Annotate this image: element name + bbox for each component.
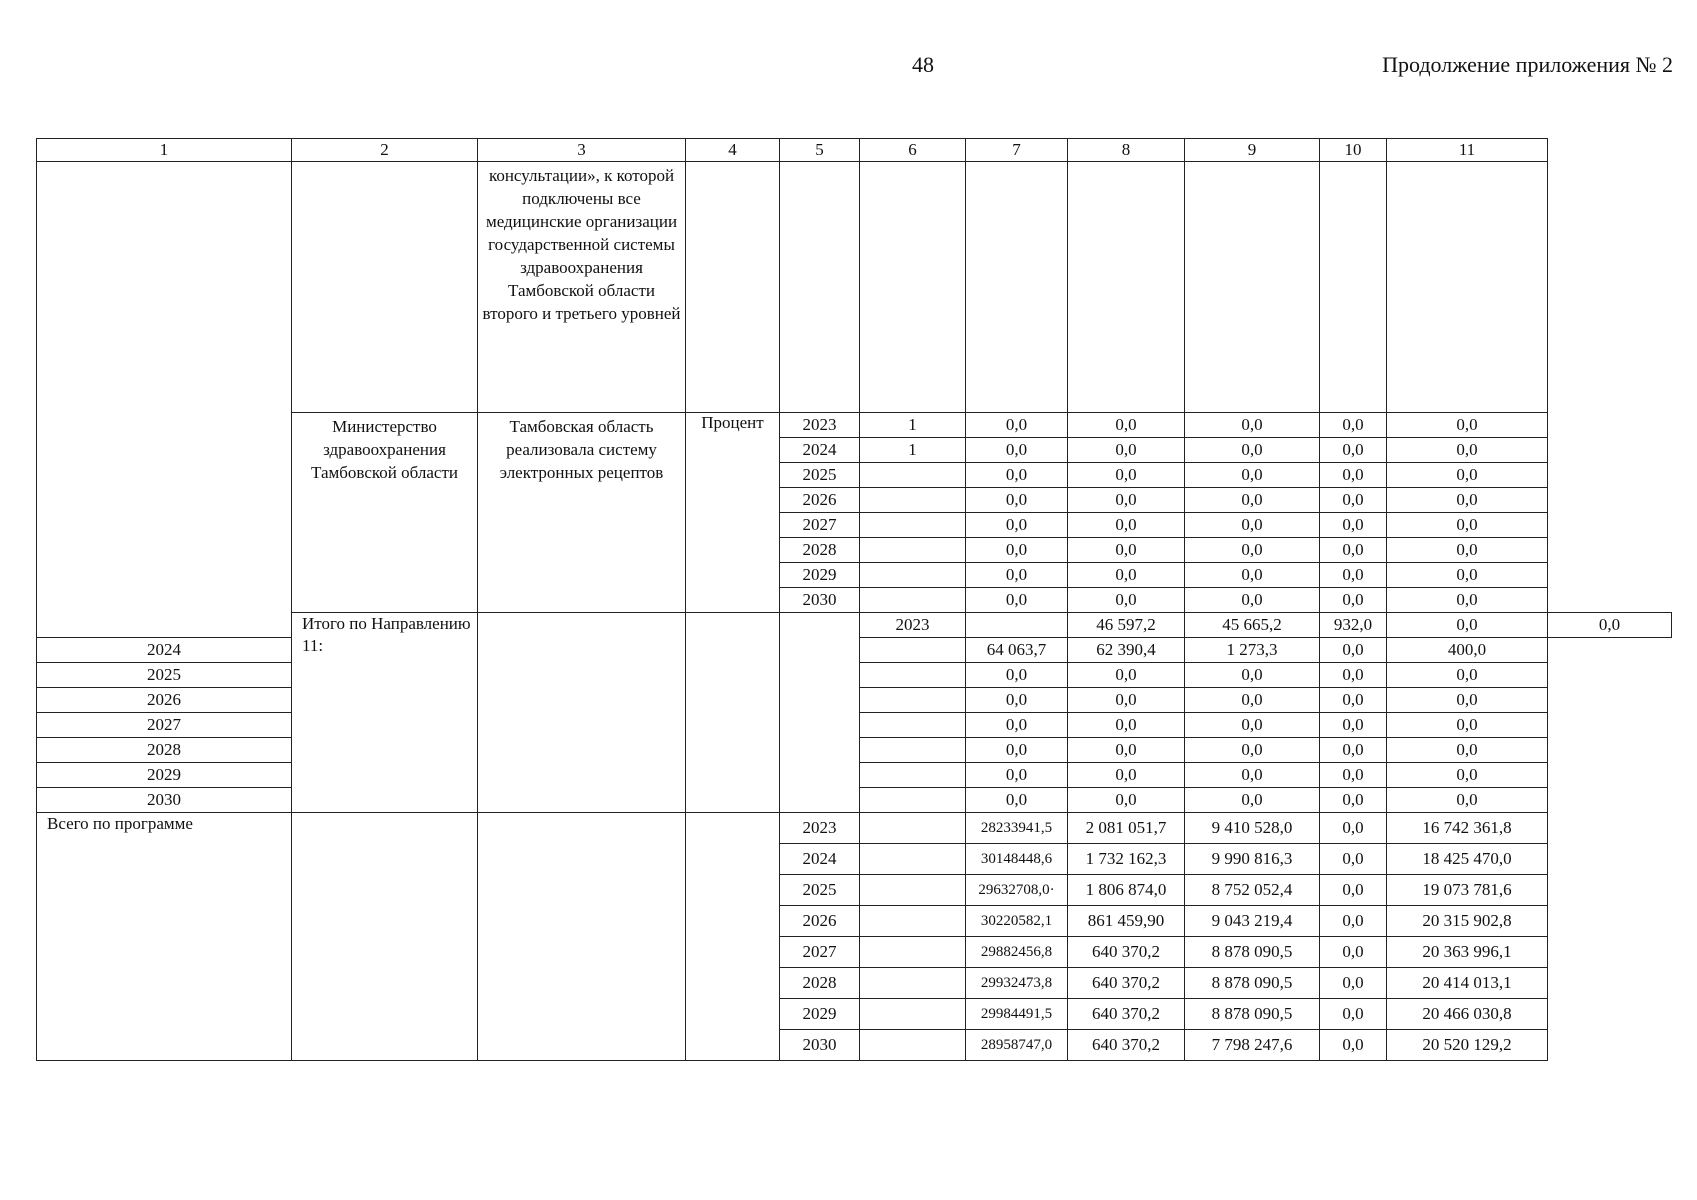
amount-cell: 7 798 247,6 [1185, 1030, 1320, 1061]
amount-cell: 0,0 [1185, 563, 1320, 588]
empty-cell [860, 638, 966, 663]
amount-cell: 0,0 [1320, 688, 1387, 713]
column-header: 6 [860, 139, 966, 162]
amount-cell: 1 732 162,3 [1068, 844, 1185, 875]
amount-cell: 0,0 [1387, 538, 1548, 563]
empty-cell [860, 906, 966, 937]
amount-cell: 0,0 [966, 788, 1068, 813]
amount-cell: 0,0 [1320, 638, 1387, 663]
amount-cell: 640 370,2 [1068, 937, 1185, 968]
amount-cell: 0,0 [1185, 738, 1320, 763]
amount-cell: 0,0 [1320, 413, 1387, 438]
amount-cell: 8 878 090,5 [1185, 937, 1320, 968]
empty-cell [860, 968, 966, 999]
amount-cell: 64 063,7 [966, 638, 1068, 663]
appendix-continuation-note: Продолжение приложения № 2 [1382, 52, 1673, 77]
column-header: 7 [966, 139, 1068, 162]
empty-cell [37, 162, 292, 638]
amount-cell: 0,0 [1185, 538, 1320, 563]
empty-cell [860, 788, 966, 813]
empty-cell [966, 162, 1068, 413]
continuation-text-cell: консультации», к которой подключены все медицинские организации государственной системы здравоохранения Тамбовской области второго и третьего уровней [478, 162, 686, 413]
amount-cell: 0,0 [1068, 688, 1185, 713]
empty-cell [860, 162, 966, 413]
amount-cell: 9 990 816,3 [1185, 844, 1320, 875]
year-cell: 2028 [780, 968, 860, 999]
table-row [37, 813, 1672, 844]
empty-cell [860, 937, 966, 968]
indicator-value-cell [860, 488, 966, 513]
year-cell: 2026 [37, 688, 292, 713]
amount-cell: 0,0 [1387, 738, 1548, 763]
financing-table [36, 138, 1672, 1061]
indicator-value-cell [860, 513, 966, 538]
amount-cell: 1 273,3 [1185, 638, 1320, 663]
empty-cell [860, 763, 966, 788]
amount-cell: 0,0 [1387, 763, 1548, 788]
year-cell: 2029 [780, 563, 860, 588]
empty-cell [860, 1030, 966, 1061]
empty-cell [686, 162, 780, 413]
amount-cell: 0,0 [1387, 438, 1548, 463]
column-header: 1 [37, 139, 292, 162]
year-cell: 2025 [37, 663, 292, 688]
amount-cell: 0,0 [966, 563, 1068, 588]
amount-cell: 0,0 [1320, 844, 1387, 875]
indicator-value-cell [860, 463, 966, 488]
year-cell: 2027 [37, 713, 292, 738]
amount-cell: 0,0 [1320, 968, 1387, 999]
year-cell: 2029 [37, 763, 292, 788]
year-cell: 2023 [860, 613, 966, 638]
amount-cell: 0,0 [1068, 763, 1185, 788]
year-cell: 2027 [780, 513, 860, 538]
amount-cell: 0,0 [1068, 438, 1185, 463]
amount-cell: 0,0 [966, 488, 1068, 513]
column-header: 9 [1185, 139, 1320, 162]
data-table-container [36, 138, 1672, 1061]
amount-cell: 45 665,2 [1185, 613, 1320, 638]
amount-cell: 0,0 [1068, 788, 1185, 813]
column-header: 2 [292, 139, 478, 162]
amount-cell: 20 466 030,8 [1387, 999, 1548, 1030]
amount-cell: 28958747,0 [966, 1030, 1068, 1061]
amount-cell: 30148448,6 [966, 844, 1068, 875]
amount-cell: 0,0 [1387, 463, 1548, 488]
amount-cell: 29632708,0· [966, 875, 1068, 906]
year-cell: 2024 [780, 844, 860, 875]
amount-cell: 0,0 [1548, 613, 1672, 638]
amount-cell: 0,0 [1320, 463, 1387, 488]
amount-cell: 9 043 219,4 [1185, 906, 1320, 937]
year-cell: 2025 [780, 875, 860, 906]
year-cell: 2027 [780, 937, 860, 968]
amount-cell: 0,0 [1320, 663, 1387, 688]
amount-cell: 0,0 [1320, 875, 1387, 906]
empty-cell [860, 688, 966, 713]
amount-cell: 0,0 [1320, 813, 1387, 844]
amount-cell: 8 878 090,5 [1185, 999, 1320, 1030]
column-header: 5 [780, 139, 860, 162]
year-cell: 2024 [37, 638, 292, 663]
amount-cell: 20 520 129,2 [1387, 1030, 1548, 1061]
year-cell: 2026 [780, 906, 860, 937]
indicator-value-cell [860, 563, 966, 588]
amount-cell: 0,0 [966, 713, 1068, 738]
amount-cell: 0,0 [1387, 488, 1548, 513]
amount-cell: 0,0 [966, 663, 1068, 688]
year-cell: 2030 [780, 1030, 860, 1061]
amount-cell: 0,0 [1387, 413, 1548, 438]
year-cell: 2030 [780, 588, 860, 613]
empty-cell [780, 613, 860, 813]
amount-cell: 0,0 [1068, 563, 1185, 588]
indicator-value-cell: 1 [860, 438, 966, 463]
column-header: 10 [1320, 139, 1387, 162]
unit-cell: Процент [686, 413, 780, 613]
amount-cell: 0,0 [966, 538, 1068, 563]
amount-cell: 0,0 [966, 763, 1068, 788]
amount-cell: 0,0 [966, 463, 1068, 488]
amount-cell: 640 370,2 [1068, 968, 1185, 999]
amount-cell: 0,0 [1387, 688, 1548, 713]
empty-cell [860, 663, 966, 688]
empty-cell [860, 738, 966, 763]
year-cell: 2025 [780, 463, 860, 488]
year-cell: 2028 [780, 538, 860, 563]
amount-cell: 0,0 [1185, 663, 1320, 688]
amount-cell: 46 597,2 [1068, 613, 1185, 638]
amount-cell: 0,0 [966, 513, 1068, 538]
year-cell: 2029 [780, 999, 860, 1030]
page-number: 48 [912, 52, 934, 77]
empty-cell [1387, 162, 1548, 413]
result-cell: Тамбовская область реализовала систему электронных рецептов [478, 413, 686, 613]
amount-cell: 0,0 [1320, 788, 1387, 813]
indicator-value-cell [860, 538, 966, 563]
empty-cell [478, 813, 686, 1061]
amount-cell: 0,0 [1068, 538, 1185, 563]
empty-cell [860, 875, 966, 906]
amount-cell: 0,0 [1320, 1030, 1387, 1061]
amount-cell: 0,0 [1185, 488, 1320, 513]
amount-cell: 0,0 [1320, 713, 1387, 738]
column-header: 4 [686, 139, 780, 162]
amount-cell: 0,0 [1387, 663, 1548, 688]
amount-cell: 0,0 [1320, 513, 1387, 538]
indicator-value-cell [860, 588, 966, 613]
amount-cell: 28233941,5 [966, 813, 1068, 844]
amount-cell: 0,0 [1068, 513, 1185, 538]
amount-cell: 0,0 [966, 438, 1068, 463]
amount-cell: 8 878 090,5 [1185, 968, 1320, 999]
empty-cell [1320, 162, 1387, 413]
column-header: 11 [1387, 139, 1548, 162]
amount-cell: 0,0 [966, 688, 1068, 713]
executor-cell: Министерство здравоохранения Тамбовской области [292, 413, 478, 613]
empty-cell [478, 613, 686, 813]
year-cell: 2024 [780, 438, 860, 463]
amount-cell: 2 081 051,7 [1068, 813, 1185, 844]
empty-cell [1068, 162, 1185, 413]
amount-cell: 0,0 [1068, 463, 1185, 488]
amount-cell: 0,0 [1185, 413, 1320, 438]
empty-cell [686, 613, 780, 813]
amount-cell: 0,0 [1387, 588, 1548, 613]
amount-cell: 0,0 [1185, 438, 1320, 463]
amount-cell: 0,0 [1320, 763, 1387, 788]
indicator-value-cell: 1 [860, 413, 966, 438]
year-cell: 2028 [37, 738, 292, 763]
amount-cell: 400,0 [1387, 638, 1548, 663]
amount-cell: 9 410 528,0 [1185, 813, 1320, 844]
amount-cell: 16 742 361,8 [1387, 813, 1548, 844]
section-label-cell: Итого по Направлению 11: [292, 613, 478, 813]
year-cell: 2023 [780, 813, 860, 844]
column-header: 3 [478, 139, 686, 162]
amount-cell: 0,0 [1387, 788, 1548, 813]
amount-cell: 861 459,90 [1068, 906, 1185, 937]
amount-cell: 0,0 [966, 588, 1068, 613]
empty-cell [1185, 162, 1320, 413]
amount-cell: 0,0 [1185, 713, 1320, 738]
amount-cell: 0,0 [1185, 788, 1320, 813]
amount-cell: 0,0 [1068, 663, 1185, 688]
amount-cell: 0,0 [1185, 513, 1320, 538]
empty-cell [780, 162, 860, 413]
amount-cell: 0,0 [1387, 513, 1548, 538]
amount-cell: 0,0 [1068, 588, 1185, 613]
amount-cell: 0,0 [1320, 937, 1387, 968]
amount-cell: 0,0 [1068, 713, 1185, 738]
amount-cell: 30220582,1 [966, 906, 1068, 937]
year-cell: 2023 [780, 413, 860, 438]
amount-cell: 640 370,2 [1068, 999, 1185, 1030]
amount-cell: 0,0 [1320, 438, 1387, 463]
amount-cell: 0,0 [1320, 906, 1387, 937]
amount-cell: 20 315 902,8 [1387, 906, 1548, 937]
amount-cell: 932,0 [1320, 613, 1387, 638]
empty-cell [860, 999, 966, 1030]
empty-cell [292, 162, 478, 413]
amount-cell: 29932473,8 [966, 968, 1068, 999]
amount-cell: 0,0 [1320, 588, 1387, 613]
empty-cell [860, 813, 966, 844]
amount-cell: 0,0 [966, 413, 1068, 438]
amount-cell: 0,0 [1185, 688, 1320, 713]
amount-cell: 18 425 470,0 [1387, 844, 1548, 875]
amount-cell: 0,0 [1068, 413, 1185, 438]
amount-cell: 0,0 [1387, 713, 1548, 738]
amount-cell: 0,0 [1320, 563, 1387, 588]
amount-cell: 0,0 [966, 738, 1068, 763]
amount-cell: 640 370,2 [1068, 1030, 1185, 1061]
amount-cell: 1 806 874,0 [1068, 875, 1185, 906]
amount-cell: 29984491,5 [966, 999, 1068, 1030]
amount-cell: 0,0 [1320, 738, 1387, 763]
continuation-row [37, 162, 1672, 413]
amount-cell: 19 073 781,6 [1387, 875, 1548, 906]
amount-cell: 0,0 [1320, 538, 1387, 563]
amount-cell: 20 363 996,1 [1387, 937, 1548, 968]
empty-cell [860, 713, 966, 738]
section-label-cell: Всего по программе [37, 813, 292, 1061]
amount-cell: 0,0 [1387, 563, 1548, 588]
year-cell: 2030 [37, 788, 292, 813]
empty-cell [966, 613, 1068, 638]
year-cell: 2026 [780, 488, 860, 513]
amount-cell: 0,0 [1320, 999, 1387, 1030]
amount-cell: 0,0 [1068, 738, 1185, 763]
amount-cell: 0,0 [1320, 488, 1387, 513]
empty-cell [292, 813, 478, 1061]
amount-cell: 0,0 [1068, 488, 1185, 513]
amount-cell: 0,0 [1185, 463, 1320, 488]
amount-cell: 0,0 [1387, 613, 1548, 638]
amount-cell: 62 390,4 [1068, 638, 1185, 663]
amount-cell: 20 414 013,1 [1387, 968, 1548, 999]
amount-cell: 0,0 [1185, 588, 1320, 613]
amount-cell: 29882456,8 [966, 937, 1068, 968]
column-number-row [37, 139, 1672, 162]
empty-cell [686, 813, 780, 1061]
amount-cell: 8 752 052,4 [1185, 875, 1320, 906]
column-header: 8 [1068, 139, 1185, 162]
amount-cell: 0,0 [1185, 763, 1320, 788]
empty-cell [860, 844, 966, 875]
